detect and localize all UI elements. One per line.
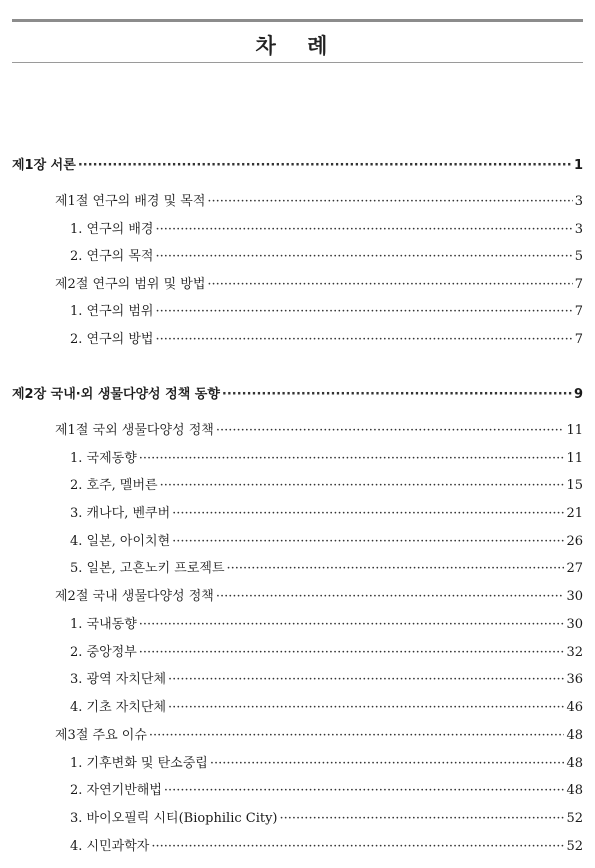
toc-page-number: 30 xyxy=(566,589,583,604)
dot-leader xyxy=(172,534,564,547)
toc-entry-label: 2. 연구의 방법 xyxy=(70,332,154,347)
dot-leader xyxy=(207,277,572,290)
toc-page-number: 1 xyxy=(573,158,583,173)
dot-leader xyxy=(151,839,564,852)
toc-page-number: 32 xyxy=(566,645,583,660)
toc-entry-label: 제1장 서론 xyxy=(12,158,76,173)
toc-page-number: 11 xyxy=(566,423,583,438)
toc-entry-label: 3. 광역 자치단체 xyxy=(70,672,167,687)
toc-item-row[interactable] xyxy=(70,696,583,715)
toc-page-number: 48 xyxy=(566,728,583,743)
dot-leader xyxy=(172,506,564,519)
dot-leader xyxy=(168,700,564,713)
toc-item-row[interactable] xyxy=(70,807,583,826)
toc-entry-label: 제3절 주요 이슈 xyxy=(55,728,147,743)
toc-page-number: 3 xyxy=(574,222,583,237)
toc-page-number: 5 xyxy=(574,249,583,264)
dot-leader xyxy=(164,783,565,796)
toc-item-row[interactable] xyxy=(70,218,583,237)
toc-chapter-row[interactable] xyxy=(12,383,583,402)
dot-leader xyxy=(207,194,572,207)
toc-entry-label: 1. 국제동향 xyxy=(70,451,137,466)
dot-leader xyxy=(155,249,572,262)
toc-entry-label: 제2절 연구의 범위 및 방법 xyxy=(55,277,206,292)
toc-item-row[interactable] xyxy=(70,530,583,549)
toc-page-number: 48 xyxy=(566,756,583,771)
dot-leader xyxy=(280,811,565,824)
toc-entry-label: 2. 연구의 목적 xyxy=(70,249,154,264)
toc-page-number: 27 xyxy=(566,561,583,576)
toc-page-number: 46 xyxy=(566,700,583,715)
dot-leader xyxy=(216,589,565,602)
dot-leader xyxy=(155,332,572,345)
toc-item-row[interactable] xyxy=(70,613,583,632)
toc-page-number: 52 xyxy=(566,811,583,826)
dot-leader xyxy=(210,756,565,769)
toc-item-row[interactable] xyxy=(70,557,583,576)
dot-leader xyxy=(149,728,565,741)
toc-page-number: 7 xyxy=(574,304,583,319)
toc-page-number: 48 xyxy=(566,783,583,798)
toc-page-number: 30 xyxy=(566,617,583,632)
toc-section-row[interactable] xyxy=(55,190,583,209)
dot-leader xyxy=(216,423,565,436)
top-rule xyxy=(12,19,583,22)
toc-item-row[interactable] xyxy=(70,752,583,771)
toc-item-row[interactable] xyxy=(70,502,583,521)
toc-entry-label: 제1절 국외 생물다양성 정책 xyxy=(55,423,214,438)
toc-item-row[interactable] xyxy=(70,641,583,660)
toc-page-number: 11 xyxy=(566,451,583,466)
toc-page-number: 9 xyxy=(573,387,583,402)
dot-leader xyxy=(155,222,572,235)
toc-section-row[interactable] xyxy=(55,724,583,743)
toc-item-row[interactable] xyxy=(70,779,583,798)
toc-entry-label: 제2장 국내·외 생물다양성 정책 동향 xyxy=(12,387,220,402)
toc-section-row[interactable] xyxy=(55,273,583,292)
toc-page-number: 36 xyxy=(566,672,583,687)
toc-entry-label: 1. 기후변화 및 탄소중립 xyxy=(70,756,208,771)
toc-entry-label: 2. 호주, 멜버른 xyxy=(70,478,158,493)
toc-item-row[interactable] xyxy=(70,300,583,319)
toc-entry-label: 2. 중앙정부 xyxy=(70,645,137,660)
toc-item-row[interactable] xyxy=(70,447,583,466)
toc-entry-label: 5. 일본, 고흔노키 프로젝트 xyxy=(70,561,225,576)
toc-page-number: 26 xyxy=(566,534,583,549)
toc-page-number: 21 xyxy=(566,506,583,521)
toc-entry-label: 4. 일본, 아이치현 xyxy=(70,534,171,549)
toc-entry-label: 제1절 연구의 배경 및 목적 xyxy=(55,194,206,209)
toc-entry-label: 제2절 국내 생물다양성 정책 xyxy=(55,589,214,604)
toc-section-row[interactable] xyxy=(55,419,583,438)
toc-section-row[interactable] xyxy=(55,585,583,604)
toc-page-number: 15 xyxy=(566,478,583,493)
toc-item-row[interactable] xyxy=(70,328,583,347)
toc-item-row[interactable] xyxy=(70,474,583,493)
page-title: 차 례 xyxy=(255,34,340,58)
toc-item-row[interactable] xyxy=(70,245,583,264)
dot-leader xyxy=(227,561,565,574)
toc-chapter-row[interactable] xyxy=(12,154,583,173)
dot-leader xyxy=(155,304,572,317)
toc-entry-label: 1. 연구의 배경 xyxy=(70,222,154,237)
toc-entry-label: 4. 시민과학자 xyxy=(70,839,150,854)
toc-entry-label: 2. 자연기반해법 xyxy=(70,783,162,798)
dot-leader xyxy=(78,158,572,171)
toc-page-number: 52 xyxy=(566,839,583,854)
dot-leader xyxy=(160,478,565,491)
toc-entry-label: 4. 기초 자치단체 xyxy=(70,700,167,715)
toc-entry-label: 3. 캐나다, 벤쿠버 xyxy=(70,506,171,521)
toc-item-row[interactable] xyxy=(70,668,583,687)
toc-entry-label: 1. 국내동향 xyxy=(70,617,137,632)
toc-page-number: 3 xyxy=(574,194,583,209)
dot-leader xyxy=(139,617,565,630)
toc-entry-label: 1. 연구의 범위 xyxy=(70,304,154,319)
dot-leader xyxy=(139,645,565,658)
dot-leader xyxy=(168,672,564,685)
title-underline xyxy=(12,62,583,63)
toc-page-number: 7 xyxy=(574,277,583,292)
toc-entry-label: 3. 바이오필릭 시티(Biophilic City) xyxy=(70,811,278,826)
dot-leader xyxy=(139,451,565,464)
dot-leader xyxy=(222,387,572,400)
toc-page-number: 7 xyxy=(574,332,583,347)
toc-item-row[interactable] xyxy=(70,835,583,854)
